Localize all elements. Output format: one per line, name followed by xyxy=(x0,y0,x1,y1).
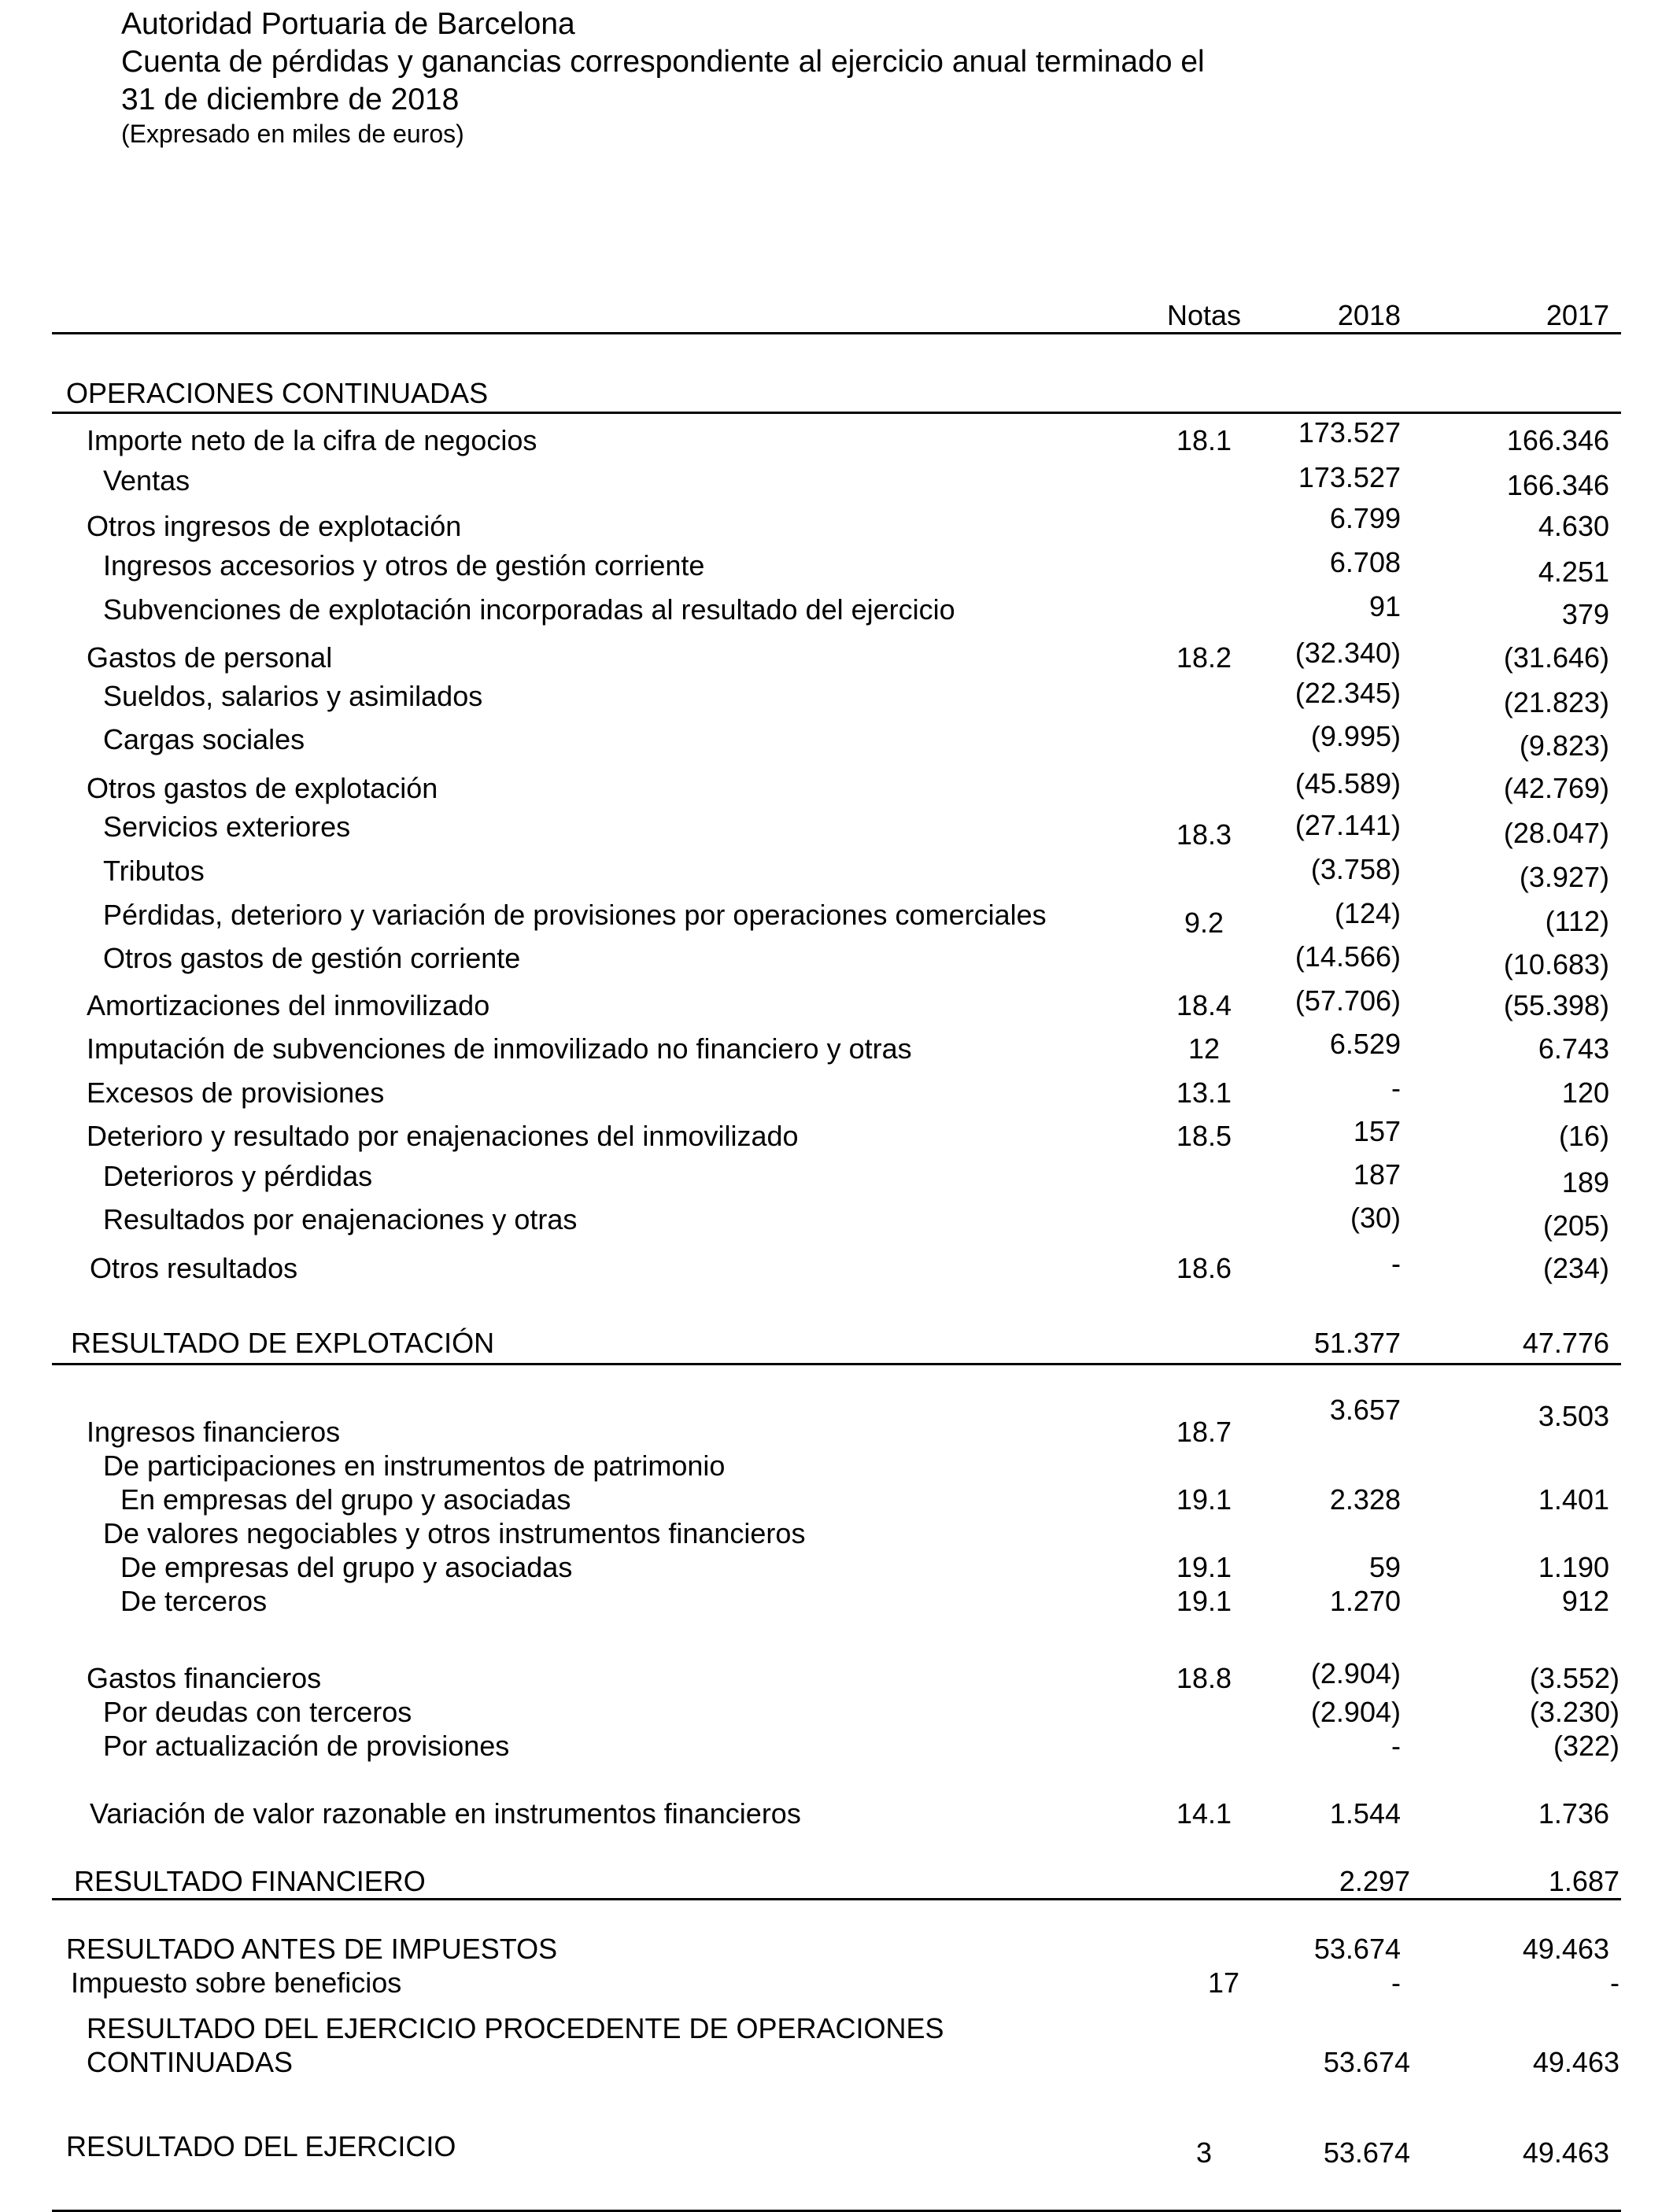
row-value-2017: 47.776 xyxy=(1522,1327,1609,1359)
row-value-2017: (3.230) xyxy=(1529,1696,1619,1728)
row-label: Variación de valor razonable en instrumentos financieros xyxy=(90,1797,801,1830)
row-value-2018: (22.345) xyxy=(1294,677,1401,709)
row-value-2017: - xyxy=(1610,1966,1619,1999)
table-row xyxy=(0,767,1673,807)
row-value-2018: (27.141) xyxy=(1294,809,1401,841)
table-row xyxy=(0,1202,1673,1242)
row-value-2017: 1.687 xyxy=(1548,1865,1619,1897)
row-value-2018: 53.674 xyxy=(1323,2046,1410,2078)
row-value-2018: 1.270 xyxy=(1329,1585,1401,1617)
row-value-2017: 4.251 xyxy=(1538,556,1609,588)
row-value-2017: 4.630 xyxy=(1538,510,1609,542)
table-row xyxy=(0,720,1673,762)
table-row xyxy=(0,502,1673,545)
row-value-2018: (2.904) xyxy=(1310,1696,1401,1728)
column-header-2018: 2018 xyxy=(1337,299,1401,331)
row-label: Ingresos accesorios y otros de gestión corriente xyxy=(103,549,705,582)
row-value-2018: 91 xyxy=(1368,590,1401,622)
row-value-2017: (55.398) xyxy=(1503,989,1609,1021)
row-value-2018: - xyxy=(1391,1966,1401,1999)
row-label: Gastos financieros xyxy=(87,1662,322,1694)
row-label: De empresas del grupo y asociadas xyxy=(120,1551,573,1583)
row-value-2018: (57.706) xyxy=(1294,984,1401,1017)
row-label: RESULTADO DE EXPLOTACIÓN xyxy=(71,1327,495,1359)
row-note: 12 xyxy=(1187,1032,1221,1065)
row-value-2018: (124) xyxy=(1334,897,1401,929)
row-value-2018: (30) xyxy=(1350,1202,1401,1234)
row-value-2017: 6.743 xyxy=(1538,1032,1609,1065)
row-value-2017: (31.646) xyxy=(1503,641,1609,674)
row-value-2018: 6.529 xyxy=(1329,1028,1401,1060)
row-label: Importe neto de la cifra de negocios xyxy=(87,424,537,456)
row-value-2018: 157 xyxy=(1353,1115,1401,1147)
row-label: Sueldos, salarios y asimilados xyxy=(103,680,483,712)
table-row xyxy=(0,2129,1673,2169)
row-value-2018: 53.674 xyxy=(1313,1933,1401,1965)
row-label: RESULTADO FINANCIERO xyxy=(74,1865,426,1897)
row-value-2017: (322) xyxy=(1553,1730,1619,1762)
entity-name: Autoridad Portuaria de Barcelona xyxy=(121,7,575,41)
table-row xyxy=(0,853,1673,893)
table-row xyxy=(0,940,1673,980)
row-note: 18.3 xyxy=(1176,818,1232,851)
row-label: Gastos de personal xyxy=(87,641,333,674)
row-value-2017: (42.769) xyxy=(1503,772,1609,804)
row-value-2018: 53.674 xyxy=(1323,2136,1410,2169)
row-note: 18.8 xyxy=(1176,1662,1232,1694)
row-label: Resultados por enajenaciones y otras xyxy=(103,1203,578,1235)
row-value-2017: 1.190 xyxy=(1538,1551,1609,1583)
row-value-2018: 59 xyxy=(1368,1551,1401,1583)
row-note: 14.1 xyxy=(1176,1797,1232,1830)
table-row xyxy=(0,809,1673,851)
row-value-2018: - xyxy=(1391,1730,1401,1762)
row-note: 17 xyxy=(1207,1966,1240,1999)
row-value-2017: (21.823) xyxy=(1503,686,1609,718)
row-label: Otros gastos de gestión corriente xyxy=(103,942,521,974)
table-row xyxy=(0,984,1673,1024)
row-note: 19.1 xyxy=(1176,1585,1232,1617)
table-row xyxy=(0,375,1673,412)
row-label: De terceros xyxy=(120,1585,268,1617)
row-label: Ventas xyxy=(103,464,190,497)
row-label: RESULTADO DEL EJERCICIO PROCEDENTE DE OPERACIONES xyxy=(87,2012,944,2044)
column-header-2017: 2017 xyxy=(1546,299,1609,331)
row-value-2018: 173.527 xyxy=(1298,416,1401,449)
row-value-2017: 1.401 xyxy=(1538,1483,1609,1516)
table-row xyxy=(0,1863,1673,1900)
row-value-2018: (2.904) xyxy=(1310,1657,1401,1689)
row-value-2017: 120 xyxy=(1561,1076,1609,1109)
row-note: 18.7 xyxy=(1176,1416,1232,1448)
table-row xyxy=(0,1516,1673,1552)
row-value-2017: 912 xyxy=(1561,1585,1609,1617)
row-label: RESULTADO DEL EJERCICIO xyxy=(66,2130,456,2162)
row-note: 18.4 xyxy=(1176,989,1232,1021)
row-value-2018: (32.340) xyxy=(1294,637,1401,669)
statement-title-line-1: Cuenta de pérdidas y ganancias correspondiente al ejercicio anual terminado el xyxy=(121,45,1205,79)
row-value-2018: - xyxy=(1391,1247,1401,1280)
row-note: 13.1 xyxy=(1176,1076,1232,1109)
section-rule xyxy=(52,412,1621,414)
table-row xyxy=(0,1028,1673,1067)
row-label: Excesos de provisiones xyxy=(87,1076,385,1109)
row-note: 19.1 xyxy=(1176,1551,1232,1583)
table-row xyxy=(0,1796,1673,1832)
row-value-2018: (14.566) xyxy=(1294,940,1401,973)
row-note: 19.1 xyxy=(1176,1483,1232,1516)
row-value-2017: (3.927) xyxy=(1519,861,1609,893)
row-value-2018: 6.708 xyxy=(1329,546,1401,578)
row-note: 18.5 xyxy=(1176,1120,1232,1152)
table-row xyxy=(0,1549,1673,1586)
row-value-2017: (112) xyxy=(1545,905,1609,937)
row-value-2017: 189 xyxy=(1561,1166,1609,1198)
row-value-2017: 1.736 xyxy=(1538,1797,1609,1830)
table-row xyxy=(0,1414,1673,1450)
row-value-2017: (234) xyxy=(1542,1252,1609,1284)
row-label: RESULTADO ANTES DE IMPUESTOS xyxy=(66,1933,558,1965)
row-label: Otros resultados xyxy=(90,1252,298,1284)
row-value-2017: 3.503 xyxy=(1538,1400,1609,1432)
table-row xyxy=(0,1583,1673,1619)
row-label: Ingresos financieros xyxy=(87,1416,341,1448)
statement-title-line-2: 31 de diciembre de 2018 xyxy=(121,83,460,116)
row-label: Deterioros y pérdidas xyxy=(103,1160,373,1192)
table-row xyxy=(0,1482,1673,1518)
table-row xyxy=(0,637,1673,676)
row-note: 18.6 xyxy=(1176,1252,1232,1284)
row-value-2018: (45.589) xyxy=(1294,767,1401,799)
table-row xyxy=(0,2044,1673,2081)
row-value-2018: 173.527 xyxy=(1298,461,1401,493)
row-value-2018: 3.657 xyxy=(1329,1394,1401,1426)
row-label: Imputación de subvenciones de inmovilizado no financiero y otras xyxy=(87,1032,912,1065)
row-note: 9.2 xyxy=(1184,907,1224,939)
row-value-2017: (16) xyxy=(1558,1120,1609,1152)
row-label: Impuesto sobre beneficios xyxy=(71,1966,402,1999)
table-row xyxy=(0,592,1673,628)
row-value-2017: 49.463 xyxy=(1532,2046,1619,2078)
row-value-2017: 49.463 xyxy=(1522,1933,1609,1965)
row-label: Deterioro y resultado por enajenaciones del inmovilizado xyxy=(87,1120,799,1152)
row-note: 3 xyxy=(1195,2136,1213,2169)
table-row xyxy=(0,1448,1673,1484)
row-label: De valores negociables y otros instrumentos financieros xyxy=(103,1517,806,1549)
row-value-2017: (3.552) xyxy=(1529,1662,1619,1694)
row-value-2017: 379 xyxy=(1561,598,1609,630)
row-value-2017: 166.346 xyxy=(1506,469,1609,501)
row-value-2018: 2.328 xyxy=(1329,1483,1401,1516)
row-value-2018: 2.297 xyxy=(1339,1865,1410,1897)
table-row xyxy=(0,1072,1673,1111)
table-row xyxy=(0,1728,1673,1764)
table-row xyxy=(0,1325,1673,1361)
table-row xyxy=(0,1657,1673,1697)
table-row xyxy=(0,1931,1673,1967)
row-label: De participaciones en instrumentos de patrimonio xyxy=(103,1449,726,1482)
table-row xyxy=(0,897,1673,939)
row-note: 18.1 xyxy=(1176,424,1232,456)
row-value-2018: 187 xyxy=(1353,1158,1401,1191)
column-header-notes: Notas xyxy=(1166,299,1242,331)
row-label: Cargas sociales xyxy=(103,723,305,755)
table-row xyxy=(0,2011,1673,2047)
row-label: Servicios exteriores xyxy=(103,811,351,843)
row-value-2018: 6.799 xyxy=(1329,502,1401,534)
table-row xyxy=(0,1965,1673,2001)
row-label: Subvenciones de explotación incorporadas al resultado del ejercicio xyxy=(103,593,955,626)
row-label: Amortizaciones del inmovilizado xyxy=(87,989,490,1021)
row-value-2018: 51.377 xyxy=(1313,1327,1401,1359)
row-value-2017: (10.683) xyxy=(1503,948,1609,980)
table-row xyxy=(0,1158,1673,1198)
row-label: Tributos xyxy=(103,855,205,887)
row-label: OPERACIONES CONTINUADAS xyxy=(66,377,489,409)
table-row xyxy=(0,677,1673,718)
units-note: (Expresado en miles de euros) xyxy=(121,120,464,148)
row-label: Otros ingresos de explotación xyxy=(87,510,462,542)
table-row xyxy=(0,416,1673,459)
row-label: Por actualización de provisiones xyxy=(103,1730,510,1762)
table-row xyxy=(0,1694,1673,1730)
header-rule xyxy=(52,332,1621,334)
row-value-2017: (205) xyxy=(1542,1209,1609,1242)
row-label: CONTINUADAS xyxy=(87,2046,294,2078)
table-row xyxy=(0,546,1673,588)
row-value-2017: (9.823) xyxy=(1519,729,1609,762)
row-value-2017: 49.463 xyxy=(1522,2136,1609,2169)
row-value-2018: (3.758) xyxy=(1310,853,1401,885)
row-value-2017: 166.346 xyxy=(1506,424,1609,456)
row-label: En empresas del grupo y asociadas xyxy=(120,1483,571,1516)
table-row xyxy=(0,463,1673,499)
row-value-2017: (28.047) xyxy=(1503,817,1609,849)
operating-result-rule xyxy=(52,1363,1621,1365)
row-value-2018: (9.995) xyxy=(1310,720,1401,752)
row-value-2018: 1.544 xyxy=(1329,1797,1401,1830)
table-row xyxy=(0,1115,1673,1154)
row-note: 18.2 xyxy=(1176,641,1232,674)
row-label: Otros gastos de explotación xyxy=(87,772,438,804)
table-row xyxy=(0,1247,1673,1287)
row-label: Pérdidas, deterioro y variación de provisiones por operaciones comerciales xyxy=(103,899,1047,931)
row-label: Por deudas con terceros xyxy=(103,1696,412,1728)
row-value-2018: - xyxy=(1391,1072,1401,1104)
